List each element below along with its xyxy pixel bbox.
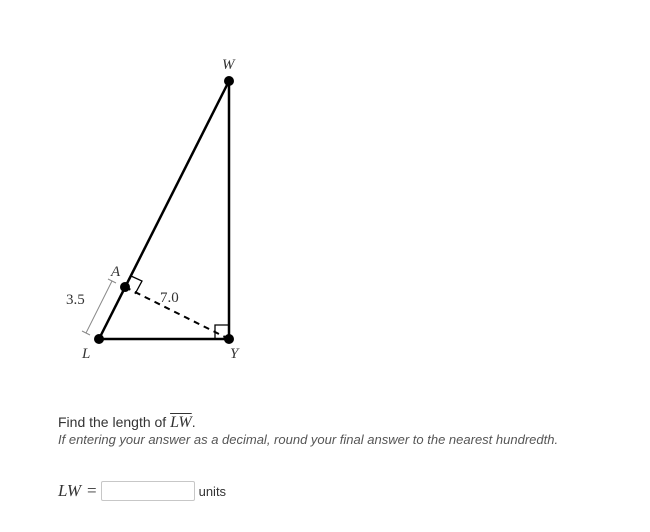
rounding-instruction: If entering your answer as a decimal, round your final answer to the nearest hundredth. (58, 432, 559, 447)
point-a (120, 282, 130, 292)
question-prefix: Find the length of (58, 414, 167, 430)
point-l (94, 334, 104, 344)
point-w (224, 76, 234, 86)
label-w: W (222, 57, 235, 73)
right-angle-marker-a (131, 276, 142, 294)
dimension-tick-l (82, 331, 90, 335)
answer-variable: LW (58, 481, 81, 500)
label-l: L (82, 346, 91, 362)
label-a: A (111, 264, 121, 280)
question-segment: $\overline{LW}$ (170, 414, 192, 431)
length-label-ay: 7.0 (160, 290, 179, 306)
question-suffix: . (191, 414, 196, 430)
answer-units: units (198, 483, 227, 499)
point-y (224, 334, 234, 344)
answer-input[interactable] (101, 481, 195, 501)
length-label-la: 3.5 (66, 292, 85, 308)
answer-equals: = (87, 481, 97, 500)
question-text (58, 412, 196, 433)
dimension-line-la (86, 281, 112, 333)
answer-row (58, 479, 226, 503)
label-y: Y (230, 346, 239, 362)
